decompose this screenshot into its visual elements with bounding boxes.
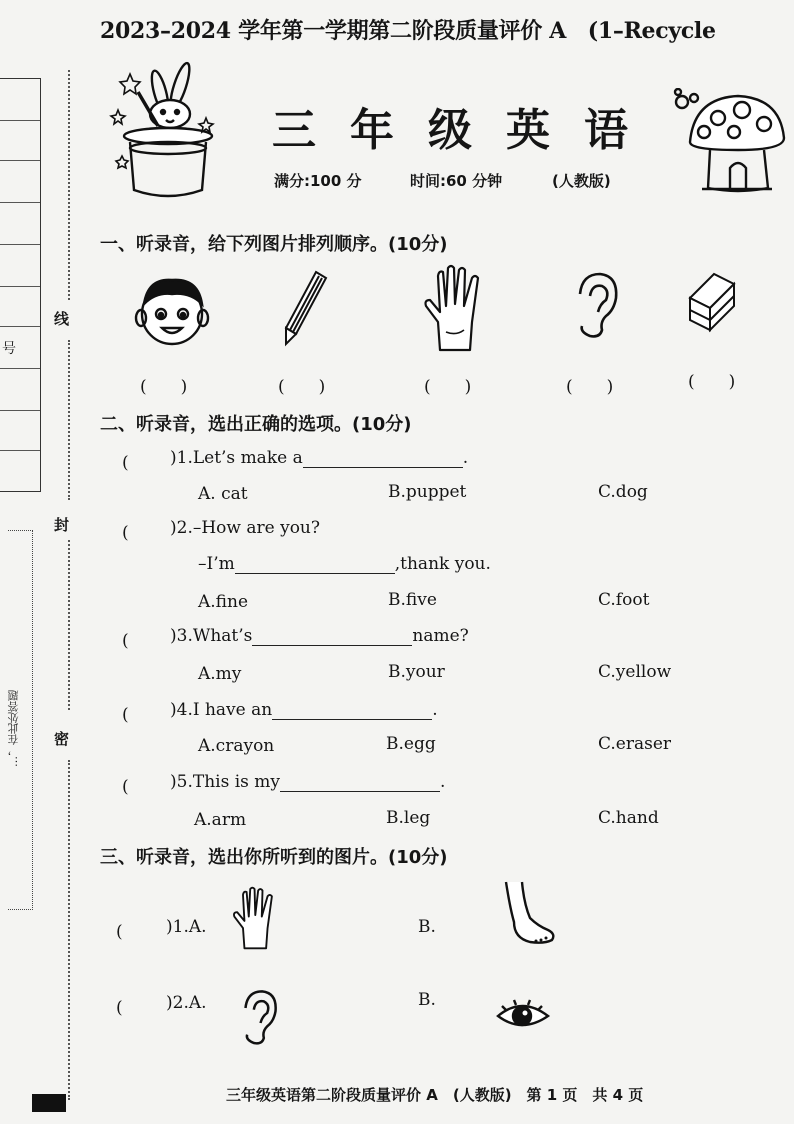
option-c[interactable]: C.eraser: [598, 734, 672, 754]
exam-time: 时间:60 分钟: [410, 172, 503, 190]
seal-label-feng: 封: [54, 516, 70, 534]
rabbit-magician-icon: [108, 52, 228, 202]
info-box-divider: [0, 326, 40, 327]
margin-side-label: 号: [2, 341, 16, 357]
answer-paren[interactable]: (: [122, 453, 163, 473]
fill-blank[interactable]: [272, 703, 432, 720]
exam-score: 满分:100 分: [274, 172, 362, 190]
eraser-icon: [684, 268, 740, 338]
seal-label-xian: 线: [54, 310, 70, 328]
question-2-reply: –I’m ,thank you.: [198, 554, 491, 574]
info-box-divider: [0, 410, 40, 411]
option-b[interactable]: B.five: [388, 590, 437, 610]
order-answer-4[interactable]: ( ): [566, 377, 614, 397]
section-3-heading: 三、听录音，选出你所听到的图片。(10分): [100, 847, 448, 868]
seal-dotted-line: [68, 340, 70, 500]
eye-icon[interactable]: [494, 994, 552, 1034]
info-box-divider: [0, 286, 40, 287]
mushroom-house-icon: [668, 88, 788, 198]
question-2: )2.–How are you?: [170, 518, 320, 538]
fill-blank[interactable]: [280, 775, 440, 792]
fill-blank[interactable]: [252, 629, 412, 646]
option-b[interactable]: B.your: [388, 662, 445, 682]
option-b[interactable]: B.puppet: [388, 482, 467, 502]
option-c[interactable]: C.dog: [598, 482, 648, 502]
section-1-heading: 一、听录音，给下列图片排列顺序。(10分): [100, 234, 448, 255]
exam-header-title: 2023–2024 学年第一学期第二阶段质量评价 A (1–Recycle: [100, 18, 716, 44]
fill-blank[interactable]: [235, 557, 395, 574]
hand-icon: [420, 262, 492, 354]
pencil-icon: [280, 268, 330, 348]
info-box-divider: [0, 202, 40, 203]
seal-label-mi: 密: [54, 730, 70, 748]
info-box-divider: [0, 120, 40, 121]
picture-option-a-label: )2.A.: [166, 993, 207, 1013]
info-box-divider: [0, 244, 40, 245]
info-box-divider: [0, 450, 40, 451]
ear-icon: [570, 270, 620, 342]
section-2-heading: 二、听录音，选出正确的选项。(10分): [100, 414, 412, 435]
hand-icon[interactable]: [230, 884, 282, 952]
foot-icon[interactable]: [496, 878, 560, 948]
seal-dotted-line: [68, 760, 70, 1100]
answer-paren[interactable]: (: [116, 922, 157, 942]
info-box-divider: [0, 368, 40, 369]
option-c[interactable]: C.foot: [598, 590, 650, 610]
option-a[interactable]: A. cat: [198, 484, 248, 504]
page-footer: 三年级英语第二阶段质量评价 A (人教版) 第 1 页 共 4 页: [226, 1086, 644, 1104]
option-b[interactable]: B.leg: [386, 808, 431, 828]
fill-blank[interactable]: [303, 451, 463, 468]
boy-face-icon: [132, 270, 212, 350]
answer-paren[interactable]: (: [122, 631, 163, 651]
option-c[interactable]: C.hand: [598, 808, 659, 828]
seal-dotted-line: [68, 70, 70, 300]
answer-paren[interactable]: (: [122, 523, 163, 543]
info-box-divider: [0, 160, 40, 161]
side-note-text: …，在此处答题: [7, 690, 20, 767]
question-3: )3.What’s name?: [170, 626, 469, 646]
page-title: 三年级英语: [272, 105, 662, 156]
question-5: )5.This is my .: [170, 772, 446, 792]
option-a[interactable]: A.crayon: [198, 736, 275, 756]
question-4: )4.I have an .: [170, 700, 438, 720]
binding-info-box: [0, 78, 41, 492]
option-b[interactable]: B.egg: [386, 734, 436, 754]
order-answer-1[interactable]: ( ): [140, 377, 188, 397]
answer-paren[interactable]: (: [122, 705, 163, 725]
picture-option-b-label: B.: [418, 990, 436, 1010]
picture-option-b-label: B.: [418, 917, 436, 937]
exam-edition: (人教版): [552, 172, 611, 190]
ear-icon[interactable]: [236, 988, 280, 1048]
question-1: )1.Let’s make a .: [170, 448, 469, 468]
seal-dotted-line: [68, 540, 70, 710]
option-a[interactable]: A.fine: [198, 592, 249, 612]
order-answer-3[interactable]: ( ): [424, 377, 472, 397]
order-answer-2[interactable]: ( ): [278, 377, 326, 397]
answer-paren[interactable]: (: [116, 998, 157, 1018]
option-a[interactable]: A.my: [198, 664, 242, 684]
option-a[interactable]: A.arm: [194, 810, 247, 830]
option-c[interactable]: C.yellow: [598, 662, 672, 682]
answer-paren[interactable]: (: [122, 777, 163, 797]
order-answer-5[interactable]: ( ): [688, 372, 736, 392]
picture-option-a-label: )1.A.: [166, 917, 207, 937]
print-mark: [32, 1094, 66, 1112]
